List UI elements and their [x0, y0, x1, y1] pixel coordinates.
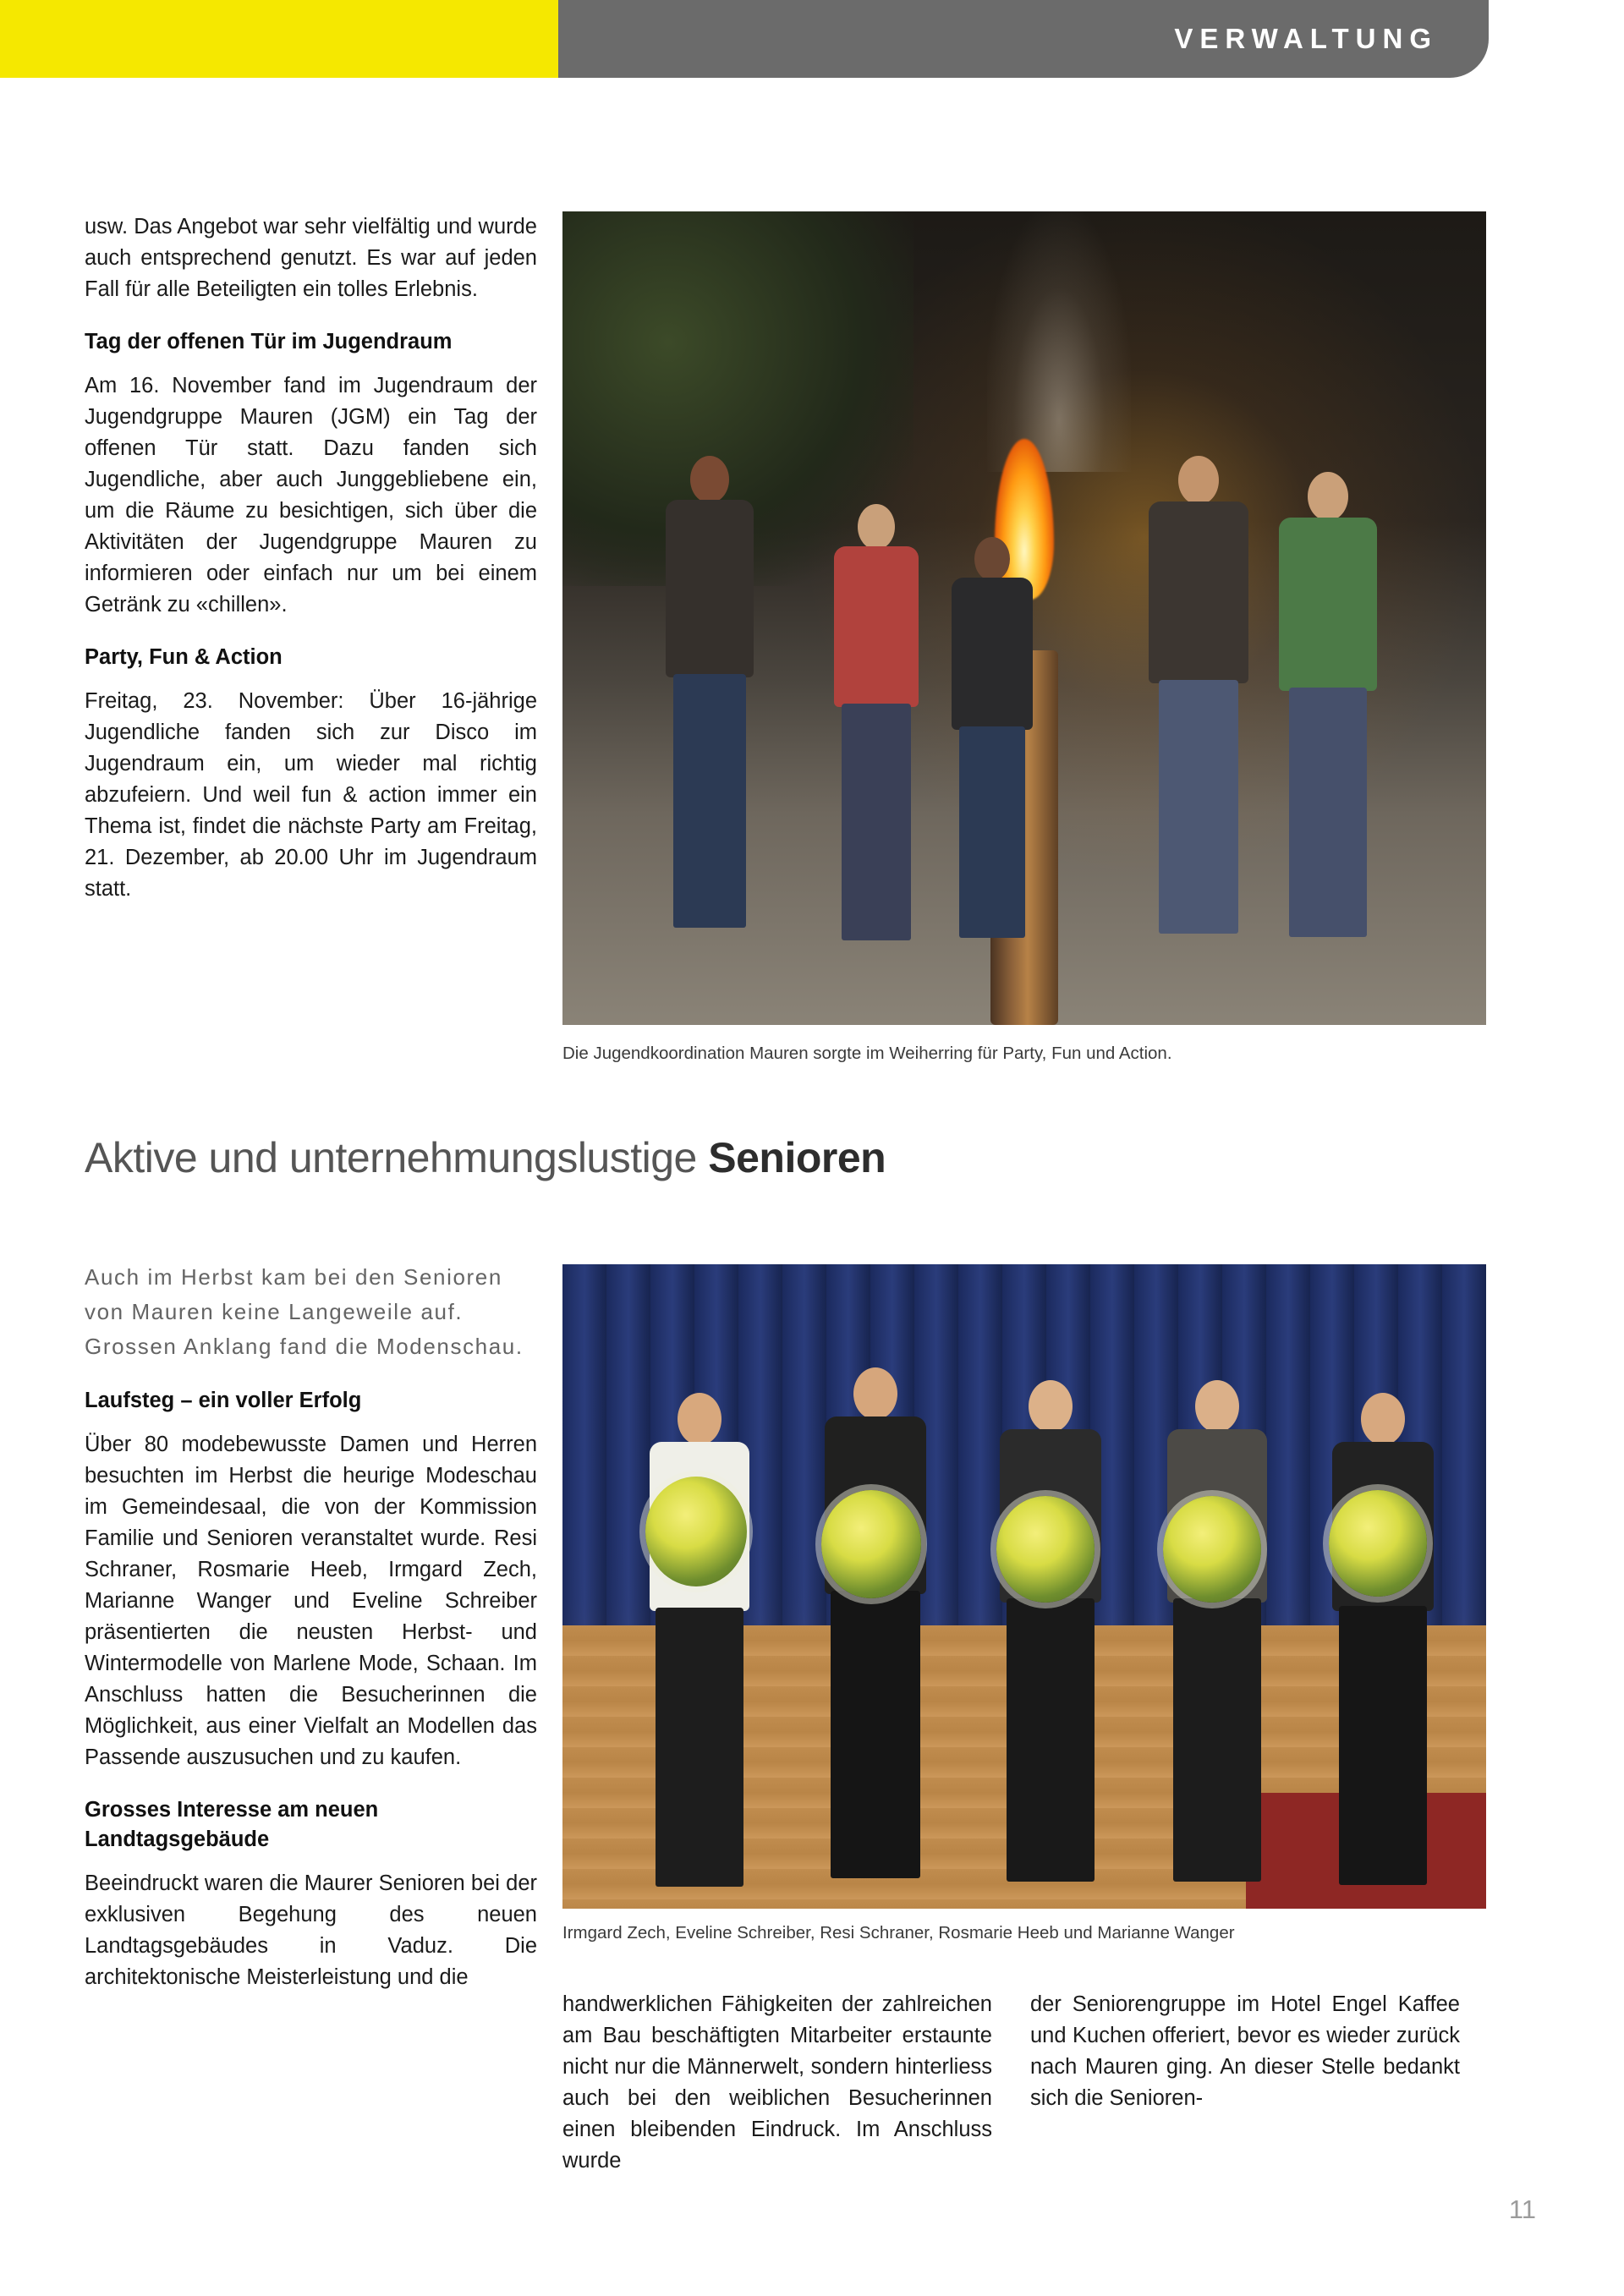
flower-bouquet: [1163, 1496, 1261, 1603]
article-2-subhead-2: Grosses Interesse am neuen Landtagsgebäude: [85, 1798, 379, 1851]
article-1-paragraph-3: Freitag, 23. November: Über 16-jährige Jugendliche fanden sich zur Disco im Jugendraum ein, um wieder mal richtig abzufeiern. Und weil fun & action immer ein Thema ist, findet die nächste Party am Freitag, 21. Dezember, ab 20.00 Uhr im Jugendraum statt.: [85, 689, 537, 901]
article-2-subhead-1: Laufsteg – ein voller Erfolg: [85, 1389, 362, 1412]
photo-bonfire-scene: [562, 211, 1486, 1025]
headline-bold-part: Senioren: [708, 1134, 886, 1181]
article-2-paragraph-1: Über 80 modebewusste Damen und Herren besuchten im Herbst die heurige Modeschau im Gemeindesaal, die von der Kommission Familie und Senioren veranstaltet wurde. Resi Schraner, Rosmarie Heeb, Irmgard Zech, Marianne Wanger und Eveline Schreiber präsentierten die neusten Herbst- und Wintermodelle von Marlene Mode, Schaan. Im Anschluss hatten die Besucherinnen die Möglichkeit, aus einer Vielfalt an Modellen das Passende auszusuchen und zu kaufen.: [85, 1433, 537, 1769]
page-title: [85, 1133, 1539, 1182]
flower-bouquet: [645, 1477, 747, 1586]
article-2-column-2: [562, 1989, 992, 2177]
article-1-text-column: [85, 211, 537, 927]
smoke-plume: [987, 211, 1131, 472]
photo-bonfire-caption: Die Jugendkoordination Mauren sorgte im Weiherring für Party, Fun und Action.: [562, 1044, 1172, 1063]
photo-person: [987, 1380, 1114, 1882]
flower-bouquet: [1329, 1490, 1427, 1597]
article-2-text-column: [85, 1260, 537, 2015]
article-1-subhead-1: Tag der offenen Tür im Jugendraum: [85, 330, 453, 353]
article-2-paragraph-3: handwerklichen Fähigkeiten der zahlreichen am Bau beschäftigten Mitarbeiter erstaunte nicht nur die Männerwelt, sondern hinterliess auch bei den weiblichen Besucherinnen einen bleibenden Eindruck. Im Anschluss wurde: [562, 1992, 992, 2173]
photo-person: [1320, 1393, 1446, 1882]
photo-bonfire-party: [562, 211, 1486, 1025]
photo-person: [812, 1367, 939, 1883]
article-2-lead: Auch im Herbst kam bei den Senioren von Mauren keine Langeweile auf. Grossen Anklang fand die Modenschau.: [85, 1264, 524, 1359]
flower-bouquet: [821, 1490, 921, 1598]
photo-stage-scene: [562, 1264, 1486, 1909]
photo-person: [941, 537, 1043, 993]
photo-person: [821, 504, 931, 992]
header-yellow-block: [0, 0, 558, 78]
page-header: [0, 0, 1624, 78]
photo-seniors-fashion-show: [562, 1264, 1486, 1909]
section-title: VERWALTUNG: [1174, 23, 1438, 54]
photo-person: [655, 456, 765, 993]
article-2-paragraph-2: Beeindruckt waren die Maurer Senioren bei der exklusiven Begehung des neuen Landtagsgebäudes in Vaduz. Die architektonische Meisterleistung und die: [85, 1871, 537, 1989]
headline-light-part: Aktive und unternehmungslustige: [85, 1134, 709, 1181]
photo-person: [1135, 456, 1262, 993]
article-2-paragraph-4: der Seniorengruppe im Hotel Engel Kaffee und Kuchen offeriert, bevor es wieder zurück nach Mauren ging. An dieser Stelle bedankt sich die Senioren-: [1030, 1992, 1460, 2110]
flower-bouquet: [996, 1496, 1095, 1603]
article-2-column-3: [1030, 1989, 1460, 2114]
article-1-paragraph-2: Am 16. November fand im Jugendraum der Jugendgruppe Mauren (JGM) ein Tag der offenen Tür statt. Dazu fanden sich Jugendliche, aber auch Junggebliebene ein, um die Räume zu besichtigen, sich über die Aktivitäten der Jugendgruppe Mauren zu informieren oder einfach nur um bei einem Getränk zu «chillen».: [85, 374, 537, 616]
photo-person: [1154, 1380, 1281, 1882]
page-number: 11: [1508, 2195, 1536, 2224]
photo-person: [1265, 472, 1391, 993]
photo-seniors-caption: Irmgard Zech, Eveline Schreiber, Resi Schraner, Rosmarie Heeb und Marianne Wanger: [562, 1923, 1235, 1943]
photo-person: [636, 1393, 763, 1882]
article-1-paragraph-1: usw. Das Angebot war sehr vielfältig und wurde auch entsprechend genutzt. Es war auf jeden Fall für alle Beteiligten ein tolles Erlebnis.: [85, 215, 537, 301]
article-1-subhead-2: Party, Fun & Action: [85, 645, 283, 669]
